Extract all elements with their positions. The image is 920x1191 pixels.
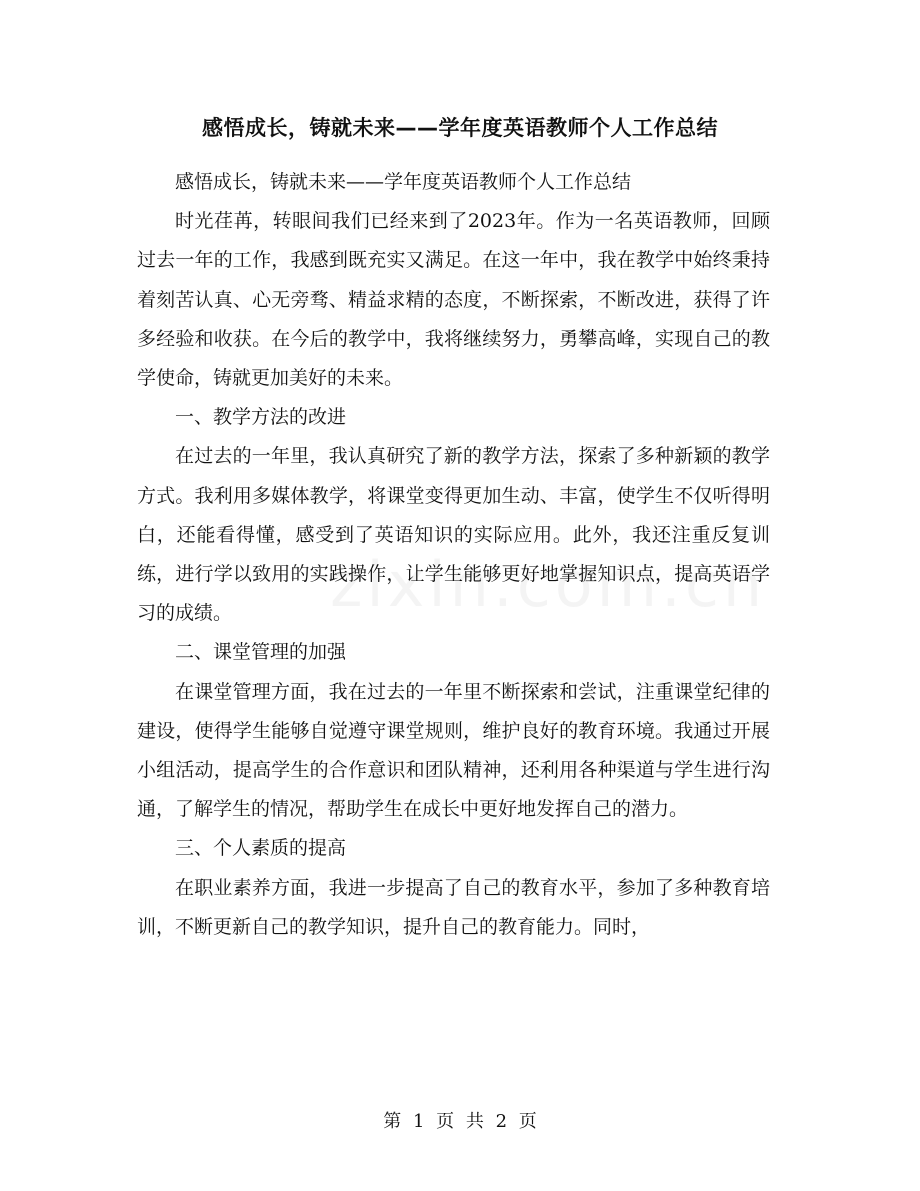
document-body	[137, 163, 770, 947]
section-heading-3: 三、个人素质的提高	[175, 837, 347, 860]
section-heading-2: 二、课堂管理的加强	[175, 641, 347, 664]
intro-paragraph: 时光荏苒，转眼间我们已经来到了2023年。作为一名英语教师，回顾过去一年的工作，我感到既充实又满足。在这一年中，我在教学中始终秉持着刻苦认真、心无旁骛、精益求精的态度，不断探索，不断改进，获得了许多经验和收获。在今后的教学中，我将继续努力，勇攀高峰，实现自己的教学使命，铸就更加美好的未来。	[137, 210, 770, 390]
document-title: 感悟成长，铸就未来——学年度英语教师个人工作总结	[202, 116, 718, 140]
page-footer: 第 1 页 共 2 页	[383, 1111, 537, 1132]
section-paragraph-2: 在课堂管理方面，我在过去的一年里不断探索和尝试，注重课堂纪律的建设，使得学生能够自觉遵守课堂规则，维护良好的教育环境。我通过开展小组活动，提高学生的合作意识和团队精神，还利用各种渠道与学生进行沟通，了解学生的情况，帮助学生在成长中更好地发挥自己的潜力。	[137, 680, 770, 821]
section-paragraph-1: 在过去的一年里，我认真研究了新的教学方法，探索了多种新颖的教学方式。我利用多媒体教学，将课堂变得更加生动、丰富，使学生不仅听得明白，还能看得懂，感受到了英语知识的实际应用。此外，我还注重反复训练，进行学以致用的实践操作，让学生能够更好地掌握知识点，提高英语学习的成绩。	[137, 445, 770, 625]
section-paragraph-3: 在职业素养方面，我进一步提高了自己的教育水平，参加了多种教育培训，不断更新自己的教学知识，提升自己的教育能力。同时，	[137, 876, 770, 938]
section-heading-1: 一、教学方法的改进	[175, 406, 347, 429]
subtitle-paragraph: 感悟成长，铸就未来——学年度英语教师个人工作总结	[175, 171, 632, 193]
